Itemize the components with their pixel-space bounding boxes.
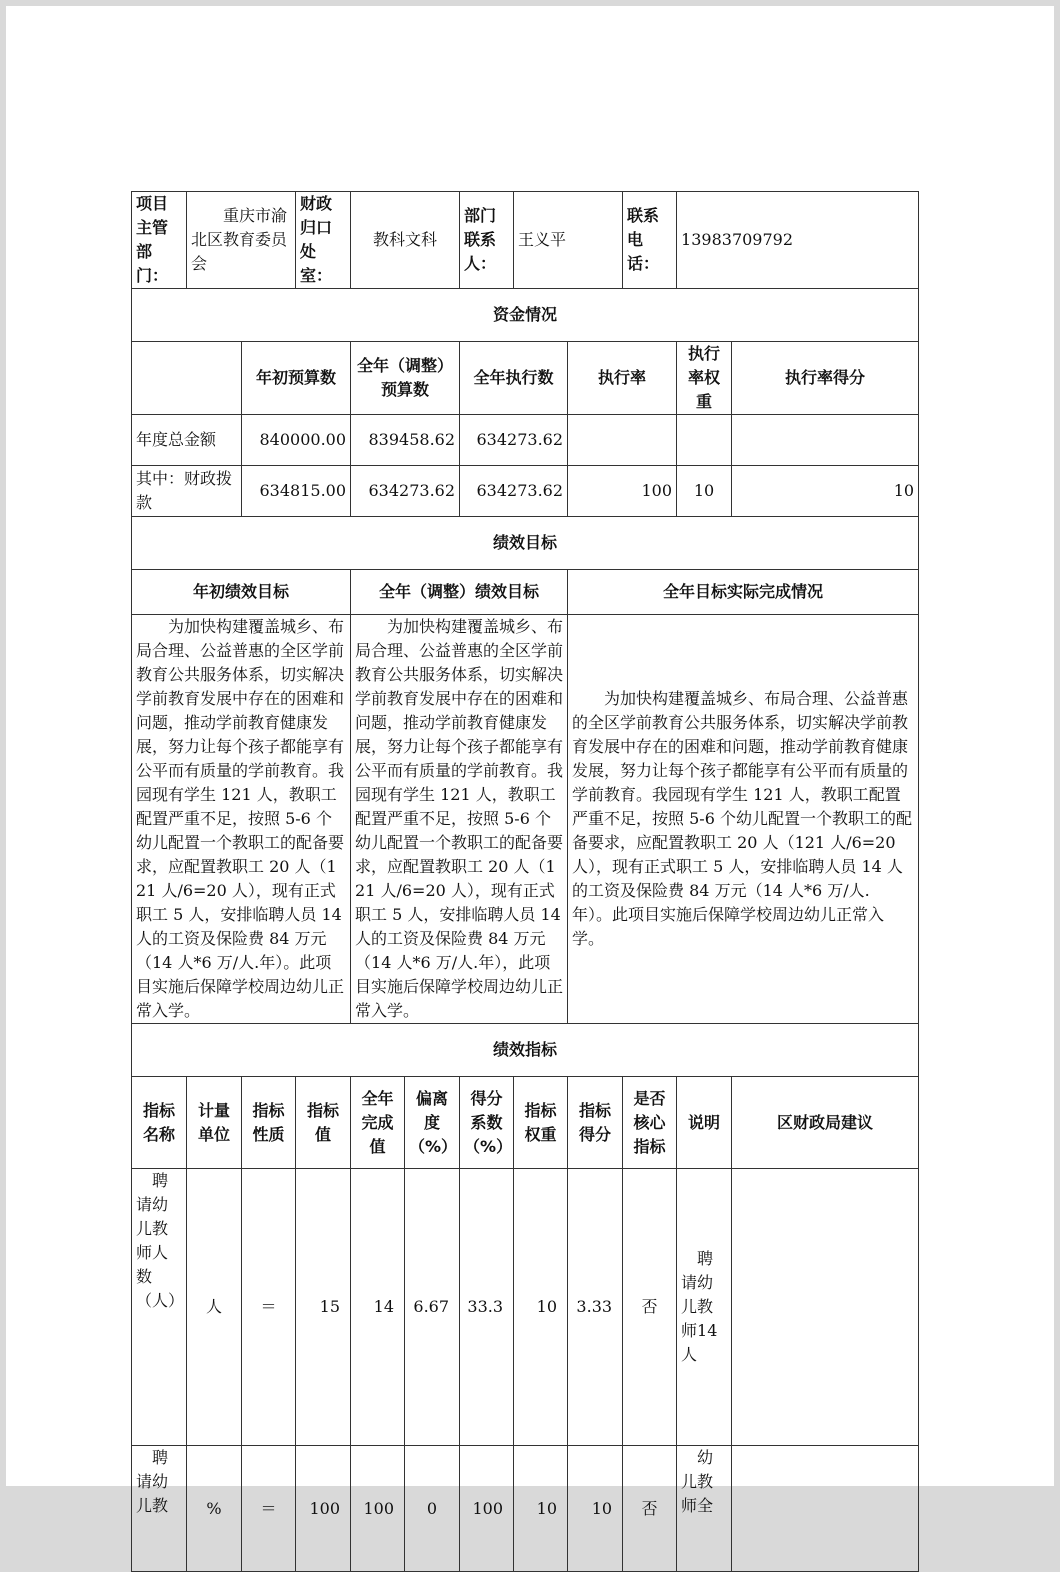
funds-row-label: 其中：财政拨款 [132, 466, 242, 517]
indicator-score: 3.33 [568, 1169, 623, 1446]
indicator-note: 幼儿教师全 [677, 1446, 732, 1572]
indicator-nature: ＝ [242, 1446, 296, 1572]
finance-value: 教科文科 [351, 192, 460, 289]
funds-col-weight: 执行率权重 [677, 342, 732, 415]
funds-col-initial: 年初预算数 [242, 342, 351, 415]
indicator-advice [732, 1169, 919, 1446]
funds-score-value: 10 [732, 466, 919, 517]
goals-col-adjusted: 全年（调整）绩效目标 [351, 570, 568, 615]
ind-col-score: 指标得分 [568, 1077, 623, 1169]
indicator-coef: 100 [460, 1446, 514, 1572]
funds-col-adjusted: 全年（调整）预算数 [351, 342, 460, 415]
funds-adjusted-value: 634273.62 [351, 466, 460, 517]
indicators-header-row [132, 1077, 919, 1169]
table-row [132, 1446, 919, 1572]
indicator-target: 15 [296, 1169, 351, 1446]
funds-col-rate: 执行率 [568, 342, 677, 415]
indicators-section-title: 绩效指标 [132, 1024, 919, 1077]
funds-score-value [732, 415, 919, 466]
funds-section-title: 资金情况 [132, 289, 919, 342]
indicator-core: 否 [623, 1169, 677, 1446]
phone-label: 联系电话： [623, 192, 677, 289]
indicator-name: 聘请幼儿教师人数（人） [132, 1169, 187, 1446]
initial-goal-text: 为加快构建覆盖城乡、布局合理、公益普惠的全区学前教育公共服务体系，切实解决学前教育发展中存在的困难和问题，推动学前教育健康发展，努力让每个孩子都能享有公平而有质量的学前教育。我园现有学生 121 人，教职工配置严重不足，按照 5-6 个幼儿配置一个教职工的配备要求，应配置教职工 20 人（121 人/6=20 人），现有正式职工 5 人，安排临聘人员 14 人的工资及保险费 84 万元（14 人*6 万/人.年）。此项目实施后保障学校周边幼儿正常入学。 [132, 615, 351, 1024]
funds-row-fiscal [132, 466, 919, 517]
ind-col-actual: 全年完成值 [351, 1077, 405, 1169]
indicator-note: 聘请幼儿教师14人 [677, 1169, 732, 1446]
funds-col-score: 执行率得分 [732, 342, 919, 415]
header-row [132, 192, 919, 289]
indicator-unit: 人 [187, 1169, 242, 1446]
indicator-core: 否 [623, 1446, 677, 1572]
ind-col-weight: 指标权重 [514, 1077, 568, 1169]
goals-header-row [132, 570, 919, 615]
dept-value: 重庆市渝北区教育委员会 [187, 192, 296, 289]
goals-text-row [132, 615, 919, 1024]
funds-header-row [132, 342, 919, 415]
funds-rate-value [568, 415, 677, 466]
indicator-coef: 33.3 [460, 1169, 514, 1446]
funds-corner-cell [132, 342, 242, 415]
indicator-score: 10 [568, 1446, 623, 1572]
funds-col-executed: 全年执行数 [460, 342, 568, 415]
goals-col-actual: 全年目标实际完成情况 [568, 570, 919, 615]
funds-row-label: 年度总金额 [132, 415, 242, 466]
document-page [6, 6, 1054, 1518]
table-row [132, 1169, 919, 1446]
ind-col-deviation: 偏离度（%） [405, 1077, 460, 1169]
indicator-deviation: 0 [405, 1446, 460, 1572]
indicator-target: 100 [296, 1446, 351, 1572]
dept-label: 项目主管部门： [132, 192, 187, 289]
goals-col-initial: 年初绩效目标 [132, 570, 351, 615]
actual-completion-text: 为加快构建覆盖城乡、布局合理、公益普惠的全区学前教育公共服务体系，切实解决学前教育发展中存在的困难和问题，推动学前教育健康发展，努力让每个孩子都能享有公平而有质量的学前教育。我园现有学生 121 人，教职工配置严重不足，按照 5-6 个幼儿配置一个教职工的配备要求，应配置教职工 20 人（121 人/6=20 人），现有正式职工 5 人，安排临聘人员 14 人的工资及保险费 84 万元（14 人*6 万/人. 年）。此项目实施后保障学校周边幼儿正常入学。 [568, 615, 919, 1024]
indicator-deviation: 6.67 [405, 1169, 460, 1446]
funds-rate-value: 100 [568, 466, 677, 517]
funds-initial-value: 840000.00 [242, 415, 351, 466]
contact-label: 部门联系人： [460, 192, 514, 289]
indicator-weight: 10 [514, 1446, 568, 1572]
ind-col-core: 是否核心指标 [623, 1077, 677, 1169]
indicator-unit: % [187, 1446, 242, 1572]
funds-weight-value: 10 [677, 466, 732, 517]
indicator-weight: 10 [514, 1169, 568, 1446]
funds-row-total [132, 415, 919, 466]
goals-section-title: 绩效目标 [132, 517, 919, 570]
funds-executed-value: 634273.62 [460, 415, 568, 466]
ind-col-advice: 区财政局建议 [732, 1077, 919, 1169]
funds-weight-value [677, 415, 732, 466]
adjusted-goal-text: 为加快构建覆盖城乡、布局合理、公益普惠的全区学前教育公共服务体系，切实解决学前教育发展中存在的困难和问题，推动学前教育健康发展，努力让每个孩子都能享有公平而有质量的学前教育。我园现有学生 121 人，教职工配置严重不足，按照 5-6 个幼儿配置一个教职工的配备要求，应配置教职工 20 人（121 人/6=20 人），现有正式职工 5 人，安排临聘人员 14 人的工资及保险费 84 万元（14 人*6 万/人.年），此项目实施后保障学校周边幼儿正常入学。 [351, 615, 568, 1024]
indicator-actual: 100 [351, 1446, 405, 1572]
indicator-nature: ＝ [242, 1169, 296, 1446]
phone-value: 13983709792 [677, 192, 919, 289]
ind-col-target: 指标值 [296, 1077, 351, 1169]
performance-table [131, 191, 919, 1572]
ind-col-coef: 得分系数（%） [460, 1077, 514, 1169]
ind-col-name: 指标名称 [132, 1077, 187, 1169]
ind-col-unit: 计量单位 [187, 1077, 242, 1169]
ind-col-note: 说明 [677, 1077, 732, 1169]
indicator-actual: 14 [351, 1169, 405, 1446]
ind-col-nature: 指标性质 [242, 1077, 296, 1169]
funds-initial-value: 634815.00 [242, 466, 351, 517]
indicator-name: 聘请幼儿教 [132, 1446, 187, 1572]
indicator-advice [732, 1446, 919, 1572]
funds-adjusted-value: 839458.62 [351, 415, 460, 466]
contact-value: 王义平 [514, 192, 623, 289]
funds-executed-value: 634273.62 [460, 466, 568, 517]
finance-label: 财政归口处室： [296, 192, 351, 289]
